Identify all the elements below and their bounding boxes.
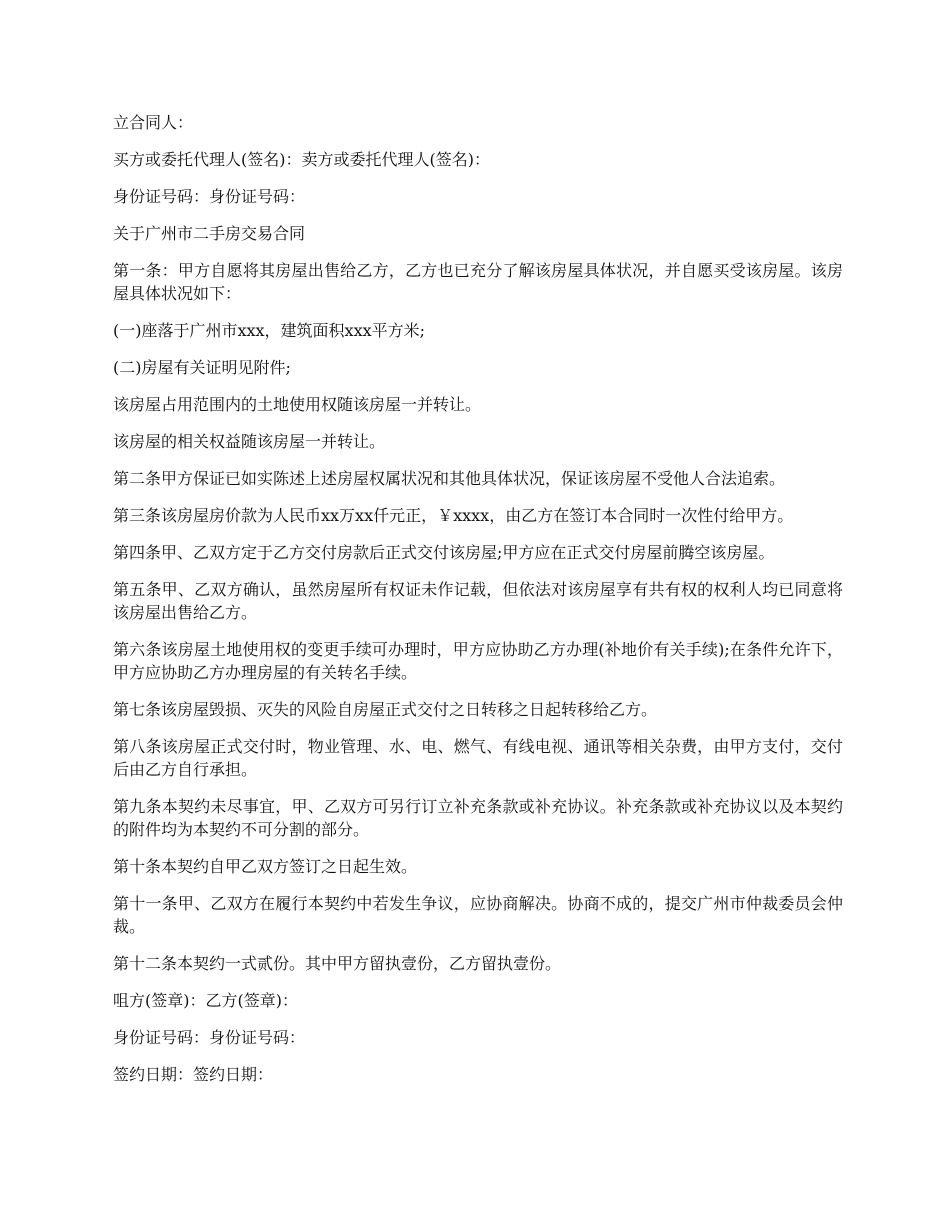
article-4: 第四条甲、乙双方定于乙方交付房款后正式交付该房屋;甲方应在正式交付房屋前腾空该房屋。 — [113, 543, 775, 562]
property-certificate-item: (二)房屋有关证明见附件; — [113, 358, 291, 377]
party-signature-line: 咀方(签章)：乙方(签章)： — [113, 991, 298, 1010]
signing-date-line: 签约日期：签约日期： — [113, 1065, 274, 1084]
buyer-seller-signature-line: 买方或委托代理人(签名)：卖方或委托代理人(签名)： — [113, 150, 490, 169]
contract-document — [113, 111, 843, 1100]
related-rights-clause: 该房屋的相关权益随该房屋一并转让。 — [113, 432, 386, 451]
article-8: 第八条该房屋正式交付时，物业管理、水、电、燃气、有线电视、通讯等相关杂费，由甲方支付，交付后由乙方自行承担。 — [113, 737, 843, 779]
article-12: 第十二条本契约一式贰份。其中甲方留执壹份，乙方留执壹份。 — [113, 954, 562, 973]
article-11: 第十一条甲、乙双方在履行本契约中若发生争议，应协商解决。协商不成的，提交广州市仲裁委员会仲裁。 — [113, 894, 843, 936]
article-10: 第十条本契约自甲乙双方签订之日起生效。 — [113, 857, 418, 876]
id-number-line-bottom: 身份证号码：身份证号码： — [113, 1028, 306, 1047]
article-5: 第五条甲、乙双方确认，虽然房屋所有权证未作记载，但依法对该房屋享有共有权的权利人均已同意将该房屋出售给乙方。 — [113, 580, 843, 622]
id-number-line: 身份证号码：身份证号码： — [113, 187, 306, 206]
contract-parties-heading: 立合同人： — [113, 113, 194, 132]
property-location-item: (一)座落于广州市xxx，建筑面积xxx平方米; — [113, 321, 426, 340]
article-9: 第九条本契约未尽事宜，甲、乙双方可另行订立补充条款或补充协议。补充条款或补充协议以及本契约的附件均为本契约不可分割的部分。 — [113, 797, 843, 839]
article-2: 第二条甲方保证已如实陈述上述房屋权属状况和其他具体状况，保证该房屋不受他人合法追索。 — [113, 469, 786, 488]
article-3: 第三条该房屋房价款为人民币xx万xx仟元正，￥xxxx，由乙方在签订本合同时一次性付给甲方。 — [113, 506, 794, 525]
land-use-right-clause: 该房屋占用范围内的土地使用权随该房屋一并转让。 — [113, 395, 482, 414]
article-7: 第七条该房屋毁损、灭失的风险自房屋正式交付之日转移之日起转移给乙方。 — [113, 700, 658, 719]
contract-title: 关于广州市二手房交易合同 — [113, 224, 306, 243]
article-6: 第六条该房屋土地使用权的变更手续可办理时，甲方应协助乙方办理(补地价有关手续);在条件允许下，甲方应协助乙方办理房屋的有关转名手续。 — [113, 640, 843, 682]
article-1: 第一条：甲方自愿将其房屋出售给乙方，乙方也已充分了解该房屋具体状况，并自愿买受该房屋。该房屋具体状况如下： — [113, 261, 843, 303]
